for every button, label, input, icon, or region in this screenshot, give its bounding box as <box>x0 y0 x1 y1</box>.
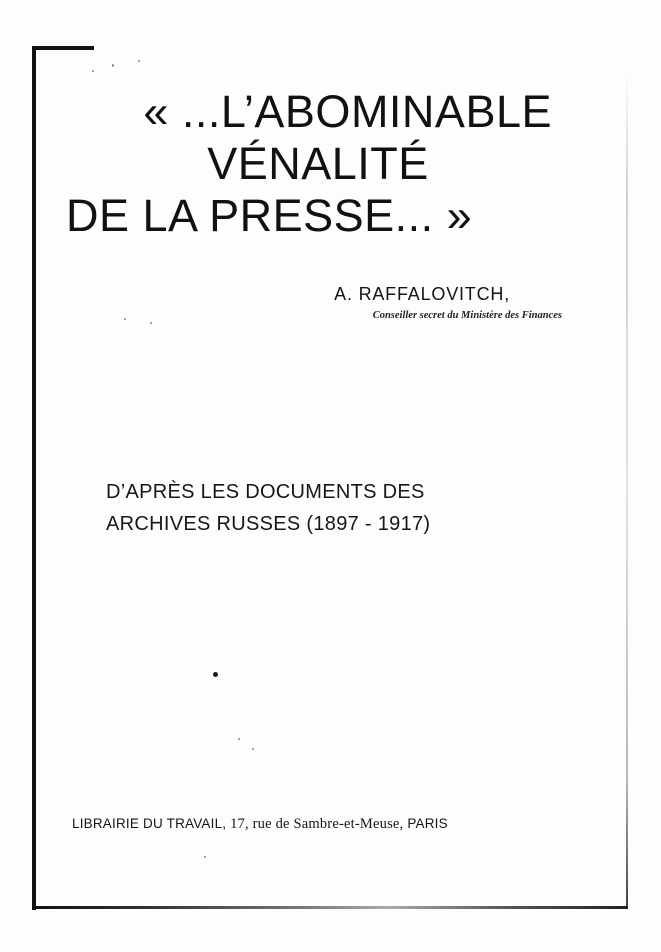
scan-speck <box>150 322 152 324</box>
subtitle-line-1: D’APRÈS LES DOCUMENTS DES <box>106 481 425 503</box>
author-role: Conseiller secret du Ministère des Finances <box>372 310 562 321</box>
subtitle-line-2: ARCHIVES RUSSES (1897 - 1917) <box>106 513 431 535</box>
page-right-edge <box>626 70 628 906</box>
book-title <box>58 86 558 242</box>
author-block <box>262 284 562 321</box>
scan-speck <box>252 748 254 750</box>
scan-speck <box>112 64 114 67</box>
title-line-2: VÉNALITÉ <box>207 138 429 189</box>
publisher-name: LIBRAIRIE DU TRAVAIL, <box>72 816 227 831</box>
title-line-1: « ...L’ABOMINABLE <box>143 86 552 137</box>
page-bottom-edge <box>32 906 628 909</box>
publisher-imprint <box>72 816 592 833</box>
author-name: A. RAFFALOVITCH, <box>334 284 510 304</box>
scan-speck <box>204 856 206 858</box>
publisher-city: PARIS <box>403 816 448 831</box>
book-subtitle <box>106 476 526 540</box>
scan-speck <box>138 60 140 62</box>
scan-speck <box>124 318 126 320</box>
ornament-dot <box>213 672 218 677</box>
page-top-edge <box>32 46 94 50</box>
title-line-3: DE LA PRESSE... » <box>66 190 473 241</box>
page-left-edge <box>32 48 36 910</box>
scan-speck <box>238 738 240 740</box>
scan-speck <box>92 70 94 72</box>
publisher-address: 17, rue de Sambre-et-Meuse, <box>226 816 404 832</box>
